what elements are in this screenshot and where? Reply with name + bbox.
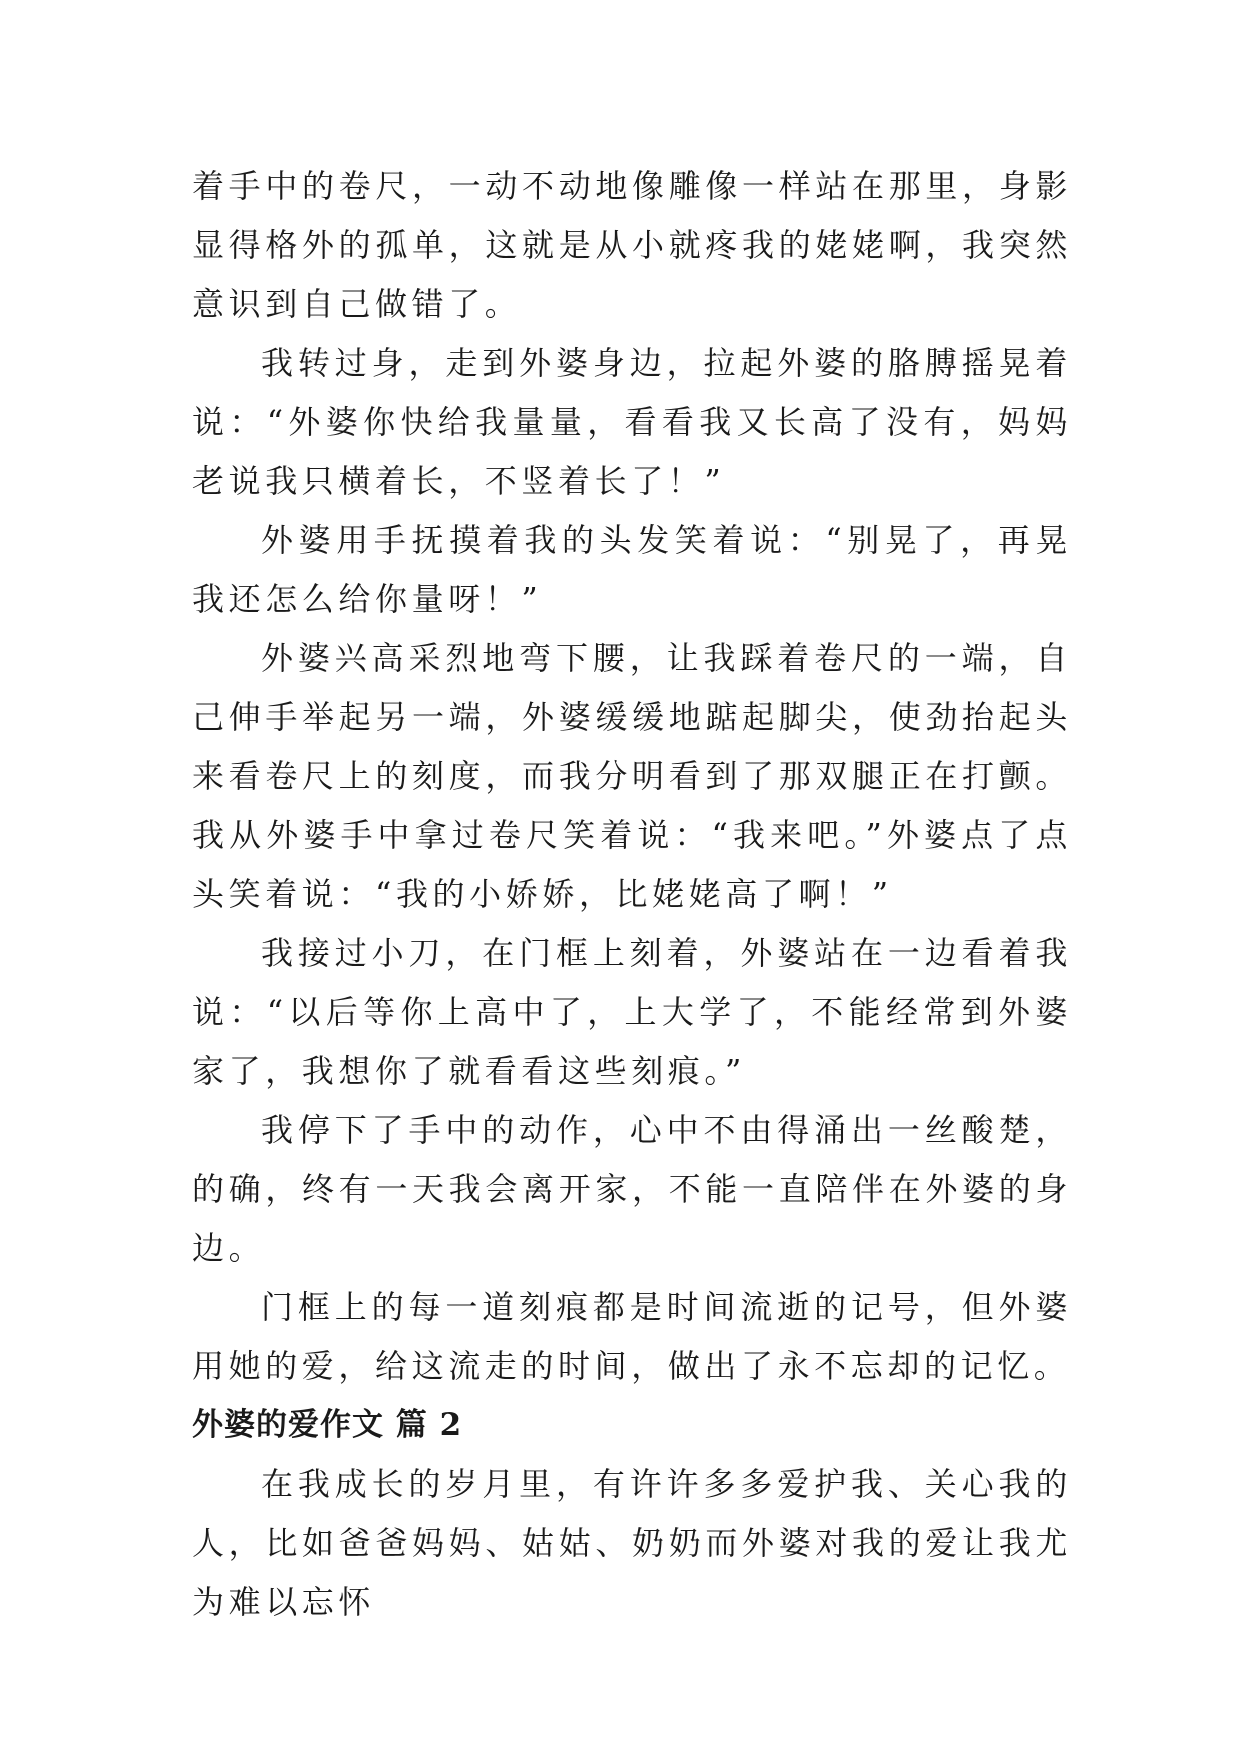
- paragraph-8: 在我成长的岁月里，有许许多多爱护我、关心我的人，比如爸爸妈妈、姑姑、奶奶而外婆对我的爱让我尤为难以忘怀: [192, 1465, 1072, 1621]
- paragraph-6: 我停下了手中的动作，心中不由得涌出一丝酸楚，的确，终有一天我会离开家，不能一直陪伴在外婆的身边。: [192, 1111, 1072, 1267]
- paragraph-1: 着手中的卷尺，一动不动地像雕像一样站在那里，身影显得格外的孤单，这就是从小就疼我的姥姥啊，我突然意识到自己做错了。: [192, 167, 1072, 323]
- paragraph-3: 外婆用手抚摸着我的头发笑着说：“别晃了，再晃我还怎么给你量呀！”: [192, 521, 1072, 618]
- paragraph-4: 外婆兴高采烈地弯下腰，让我踩着卷尺的一端，自己伸手举起另一端，外婆缓缓地踮起脚尖，使劲抬起头来看卷尺上的刻度，而我分明看到了那双腿正在打颤。我从外婆手中拿过卷尺笑着说：“我来吧。”外婆点了点头笑着说：“我的小娇娇，比姥姥高了啊！”: [192, 639, 1072, 913]
- paragraph-7: 门框上的每一道刻痕都是时间流逝的记号，但外婆用她的爱，给这流走的时间，做出了永不忘却的记忆。: [192, 1288, 1072, 1385]
- document-body: [192, 157, 1072, 1632]
- paragraph-5: 我接过小刀，在门框上刻着，外婆站在一边看着我说：“以后等你上高中了，上大学了，不能经常到外婆家了，我想你了就看看这些刻痕。”: [192, 934, 1072, 1090]
- paragraph-2: 我转过身，走到外婆身边，拉起外婆的胳膊摇晃着说：“外婆你快给我量量，看看我又长高了没有，妈妈老说我只横着长，不竖着长了！”: [192, 344, 1072, 500]
- section-heading: 外婆的爱作文 篇 2: [192, 1407, 463, 1443]
